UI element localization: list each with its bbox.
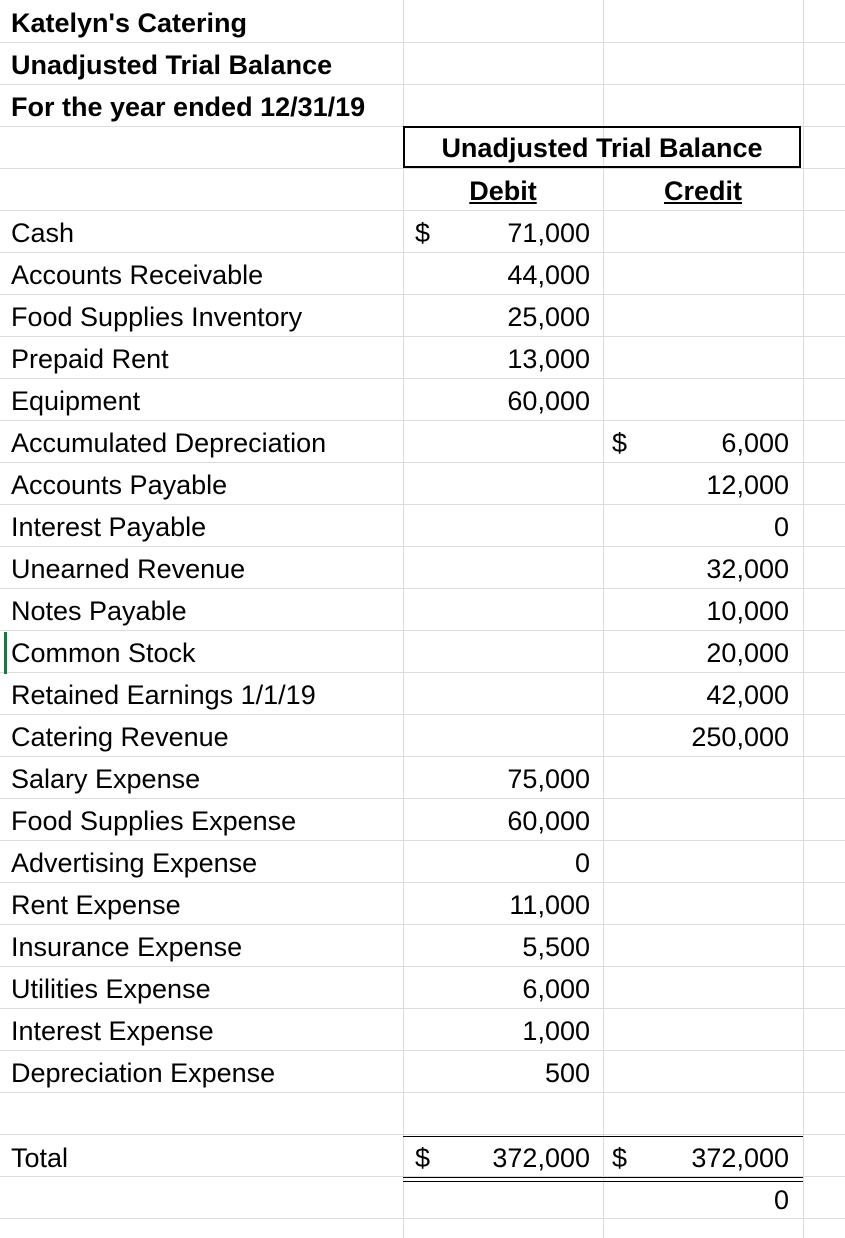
account-name[interactable]: Insurance Expense [11,932,243,962]
credit-header[interactable]: Credit [663,176,742,206]
debit-amount[interactable]: 11,000 [509,890,590,920]
debit-amount[interactable]: 71,000 [507,218,590,248]
credit-currency: $ [612,428,628,458]
debit-amount[interactable] [430,590,590,632]
account-name[interactable]: Interest Payable [11,512,207,542]
credit-amount[interactable] [620,296,789,338]
credit-amount[interactable] [620,800,789,842]
debit-amount[interactable]: 0 [574,848,590,878]
account-name[interactable]: Prepaid Rent [11,344,169,374]
account-name[interactable]: Rent Expense [11,890,181,920]
total-credit-currency: $ [612,1143,628,1173]
credit-amount[interactable] [620,758,789,800]
total-double-underline [403,1177,803,1178]
debit-amount[interactable]: 60,000 [507,806,590,836]
account-name[interactable]: Advertising Expense [11,848,258,878]
credit-amount[interactable] [620,338,789,380]
gridline [803,0,804,1238]
debit-amount[interactable] [430,548,590,590]
credit-amount[interactable]: 20,000 [706,638,789,668]
total-debit-currency: $ [415,1143,431,1173]
account-name[interactable]: Retained Earnings 1/1/19 [11,680,316,710]
account-name[interactable]: Food Supplies Inventory [11,302,303,332]
account-name[interactable]: Accumulated Depreciation [11,428,327,458]
total-debit[interactable]: 372,000 [492,1143,590,1173]
debit-currency: $ [415,218,431,248]
debit-amount[interactable]: 1,000 [522,1016,590,1046]
account-name[interactable]: Food Supplies Expense [11,806,297,836]
debit-amount[interactable]: 44,000 [507,260,590,290]
credit-amount[interactable] [620,884,789,926]
debit-amount[interactable] [430,506,590,548]
debit-amount[interactable]: 13,000 [507,344,590,374]
credit-amount[interactable]: 10,000 [706,596,789,626]
credit-amount[interactable] [620,1010,789,1052]
debit-amount[interactable]: 500 [544,1058,590,1088]
gridline [0,1134,845,1135]
account-name[interactable]: Unearned Revenue [11,554,246,584]
debit-amount[interactable]: 25,000 [507,302,590,332]
total-label[interactable]: Total [11,1143,69,1173]
debit-amount[interactable] [430,632,590,674]
total-credit[interactable]: 372,000 [691,1143,789,1173]
credit-amount[interactable] [620,254,789,296]
account-name[interactable]: Utilities Expense [11,974,211,1004]
credit-amount[interactable]: 6,000 [721,428,789,458]
credit-amount[interactable] [620,212,789,254]
account-name[interactable]: Common Stock [11,638,196,668]
debit-amount[interactable]: 5,500 [522,932,590,962]
report-period[interactable]: For the year ended 12/31/19 [11,92,366,122]
credit-amount[interactable]: 0 [773,512,789,542]
credit-amount[interactable]: 250,000 [691,722,789,752]
account-name[interactable]: Accounts Payable [11,470,228,500]
debit-amount[interactable]: 75,000 [507,764,590,794]
account-name[interactable]: Salary Expense [11,764,201,794]
balance-difference[interactable]: 0 [773,1185,789,1215]
debit-amount[interactable]: 6,000 [522,974,590,1004]
account-name[interactable]: Depreciation Expense [11,1058,276,1088]
debit-amount[interactable] [430,464,590,506]
credit-amount[interactable]: 32,000 [706,554,789,584]
credit-amount[interactable] [620,926,789,968]
debit-amount[interactable] [430,674,590,716]
debit-amount[interactable] [430,422,590,464]
account-name[interactable]: Cash [11,218,75,248]
account-name[interactable]: Interest Expense [11,1016,214,1046]
section-header[interactable]: Unadjusted Trial Balance [403,126,801,168]
credit-amount[interactable] [620,1052,789,1094]
account-name[interactable]: Equipment [11,386,141,416]
account-name[interactable]: Notes Payable [11,596,187,626]
account-name[interactable]: Accounts Receivable [11,260,264,290]
credit-amount[interactable]: 12,000 [706,470,789,500]
report-title[interactable]: Unadjusted Trial Balance [11,50,333,80]
credit-amount[interactable] [620,380,789,422]
debit-header[interactable]: Debit [469,176,537,206]
credit-amount[interactable]: 42,000 [706,680,789,710]
company-name[interactable]: Katelyn's Catering [11,8,247,38]
active-cell-indicator [4,632,7,674]
debit-amount[interactable]: 60,000 [507,386,590,416]
credit-amount[interactable] [620,968,789,1010]
account-name[interactable]: Catering Revenue [11,722,229,752]
gridline [0,168,845,169]
debit-amount[interactable] [430,716,590,758]
credit-amount[interactable] [620,842,789,884]
